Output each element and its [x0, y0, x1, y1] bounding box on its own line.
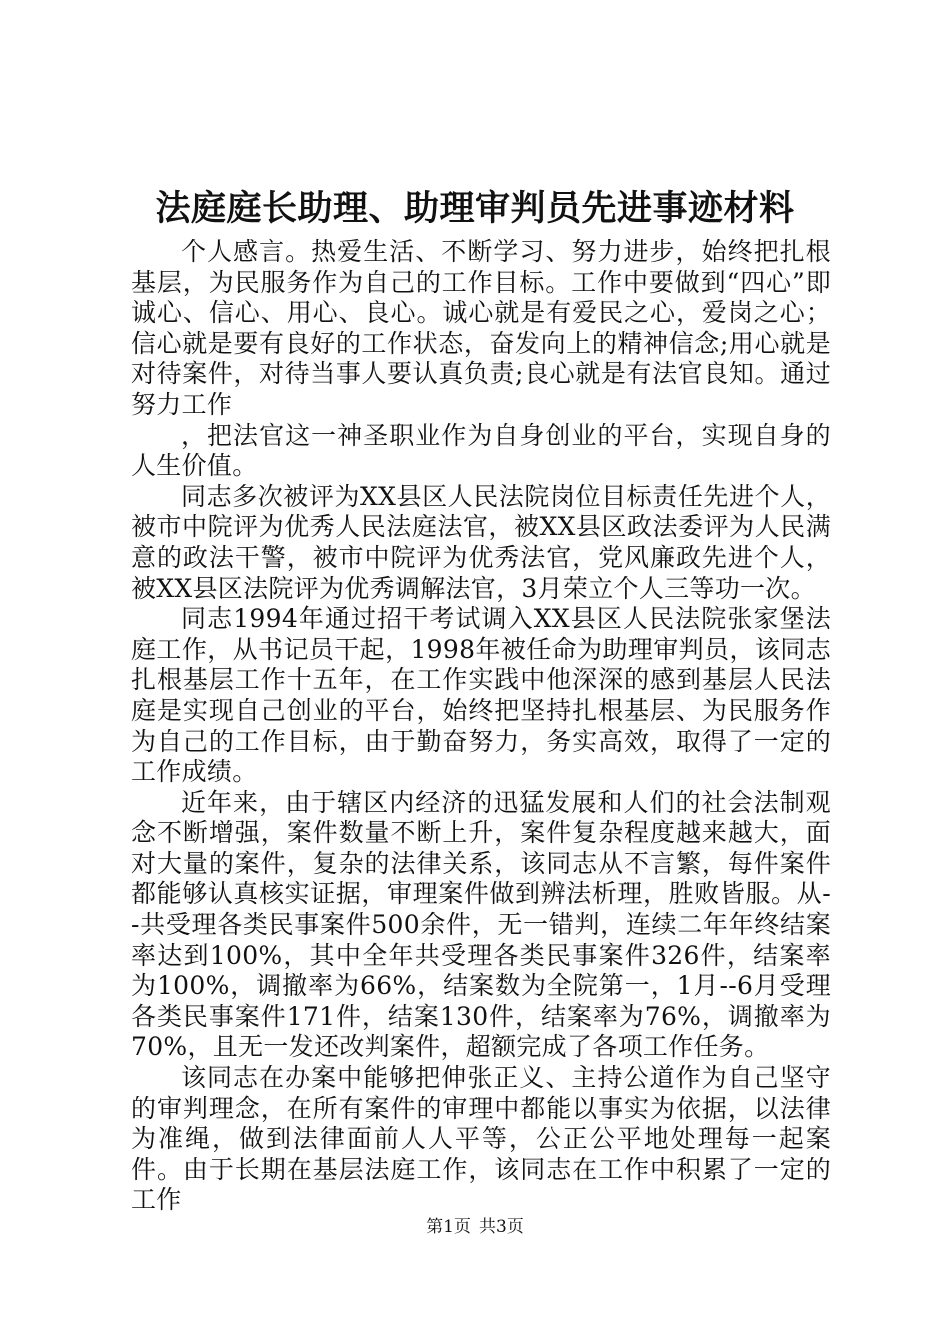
paragraph-honors: 同志多次被评为XX县区人民法院岗位目标责任先进个人，被市中院评为优秀人民法庭法官，被XX县区政法委评为人民满意的政法干警，被市中院评为优秀法官，党风廉政先进个人，被XX县区法院评为优秀调解法官，3月荣立个人三等功一次。	[131, 481, 831, 603]
document-title: 法庭庭长助理、助理审判员先进事迹材料	[155, 188, 795, 229]
paragraph-judicial-principle: 该同志在办案中能够把伸张正义、主持公道作为自己坚守的审判理念，在所有案件的审理中都能以事实为依据，以法律为准绳，做到法律面前人人平等，公正公平地处理每一起案件。由于长期在基层法庭工作，该同志在工作中积累了一定的工作	[131, 1063, 831, 1215]
paragraph-caseload: 近年来，由于辖区内经济的迅猛发展和人们的社会法制观念不断增强，案件数量不断上升，案件复杂程度越来越大，面对大量的案件，复杂的法律关系，该同志从不言繁，每件案件都能够认真核实证据，审理案件做到辨法析理，胜败皆服。从--共受理各类民事案件500余件，无一错判，连续二年年终结案率达到100%，其中全年共受理各类民事案件326件，结案率为100%，调撤率为66%，结案数为全院第一，1月--6月受理各类民事案件171件，结案130件，结案率为76%，调撤率为70%，且无一发还改判案件，超额完成了各项工作任务。	[131, 787, 831, 1062]
page-footer	[0, 1215, 950, 1239]
document-body	[131, 237, 831, 1216]
page-number-current: 第1页	[426, 1217, 471, 1237]
paragraph-continuation: ，把法官这一神圣职业作为自身创业的平台，实现自身的人生价值。	[131, 420, 831, 481]
paragraph-personal-statement: 个人感言。热爱生活、不断学习、努力进步，始终把扎根基层，为民服务作为自己的工作目标。工作中要做到“四心”即诚心、信心、用心、良心。诚心就是有爱民之心，爱岗之心；信心就是要有良好的工作状态，奋发向上的精神信念;用心就是对待案件，对待当事人要认真负责;良心就是有法官良知。通过努力工作	[131, 237, 831, 419]
paragraph-career: 同志1994年通过招干考试调入XX县区人民法院张家堡法庭工作，从书记员干起，1998年被任命为助理审判员，该同志扎根基层工作十五年，在工作实践中他深深的感到基层人民法庭是实现自己创业的平台，始终把坚持扎根基层、为民服务作为自己的工作目标，由于勤奋努力，务实高效，取得了一定的工作成绩。	[131, 604, 831, 787]
page-number-total: 共3页	[479, 1217, 524, 1237]
